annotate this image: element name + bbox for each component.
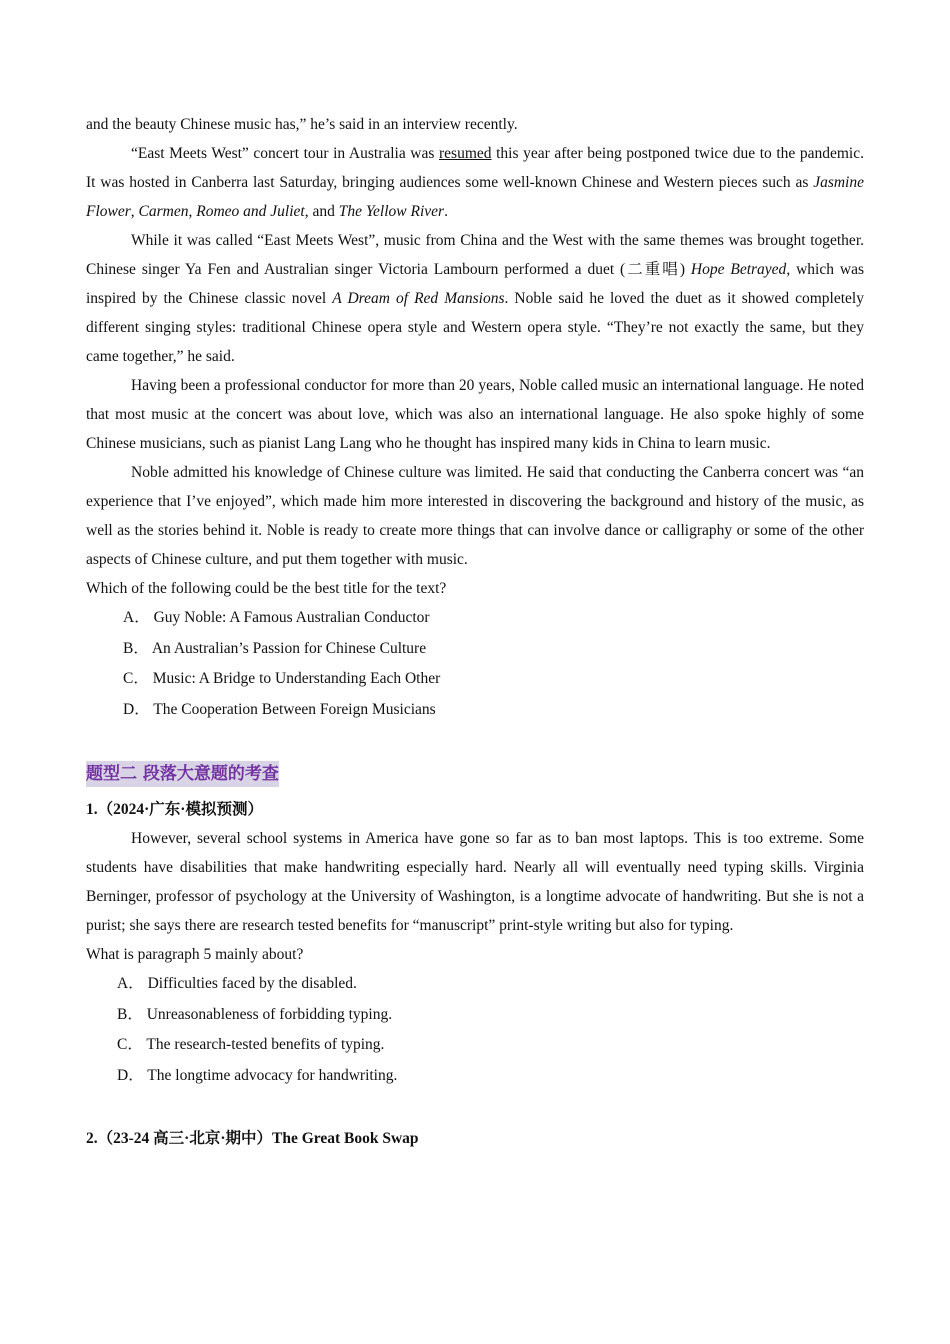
text-run: While it was called “East Meets West”, music from China and the West with the same themes was brought together. Chinese singer Ya Fen and Australian singer Victoria Lambourn performed a duet (二重唱) — [86, 232, 864, 278]
q1-answer-options — [86, 969, 864, 1092]
option-d[interactable]: D． The Cooperation Between Foreign Musicians — [123, 701, 436, 719]
underlined-word: resumed — [439, 145, 492, 162]
q1-passage: However, several school systems in America have gone so far as to ban most laptops. This is too extreme. Some students have disabilities that make handwriting especially hard. Nearly all will eventually need typing skills. Virginia Berninger, professor of psychology at the University of Washington, is a longtime advocate of handwriting. But she is not a purist; she says there are research tested benefits for “manuscript” print-style writing but also for typing. — [86, 829, 864, 934]
q1-option-a[interactable]: A． Difficulties faced by the disabled. — [117, 974, 357, 992]
italic-title: A Dream of Red Mansions — [332, 290, 505, 307]
text-run: , and — [304, 203, 339, 220]
section-heading: 题型二 段落大意题的考查 — [86, 761, 279, 787]
q1-option-c[interactable]: C． The research-tested benefits of typing. — [117, 1036, 385, 1054]
text-run: this year after being postponed twice due to the pandemic. It was hosted in Canberra last Saturday, bringing audiences some well-known Chinese and Western pieces such as — [86, 145, 864, 191]
passage1-paragraph-0: and the beauty Chinese music has,” he’s said in an interview recently. — [86, 116, 518, 133]
text-run: . Noble said he loved the duet as it showed completely different singing styles: traditional Chinese opera style and Western opera style. “They’re not exactly the same, but they came together,” he said. — [86, 290, 864, 365]
passage1-paragraph-2 — [86, 226, 864, 371]
question-2-header: 2.（23-24 高三·北京·期中）The Great Book Swap — [86, 1129, 419, 1147]
passage1-paragraph-3: Having been a professional conductor for more than 20 years, Noble called music an international language. He noted that most music at the concert was about love, which was also an international language. He also spoke highly of some Chinese musicians, such as pianist Lang Lang who he thought has inspired many kids in China to learn music. — [86, 377, 864, 452]
text-run: , — [188, 203, 197, 220]
text-run: “East Meets West” concert tour in Australia was — [131, 145, 439, 162]
question-1-prompt: Which of the following could be the best title for the text? — [86, 580, 447, 597]
q1-option-d[interactable]: D． The longtime advocacy for handwriting. — [117, 1066, 398, 1084]
q1-option-b[interactable]: B． Unreasonableness of forbidding typing. — [117, 1005, 393, 1023]
italic-title: Romeo and Juliet — [196, 203, 305, 220]
answer-options — [86, 603, 864, 726]
q1-prompt: What is paragraph 5 mainly about? — [86, 945, 304, 963]
text-run: , which was inspired by the Chinese classic novel — [86, 261, 864, 307]
italic-title: Hope Betrayed — [690, 261, 787, 278]
document-page — [86, 110, 864, 1153]
italic-title: Carmen — [138, 203, 189, 220]
text-run: . — [444, 203, 448, 220]
text-run: , — [130, 203, 139, 220]
italic-title: Jasmine Flower — [86, 174, 864, 220]
italic-title: The Yellow River — [338, 203, 445, 220]
passage1-paragraph-1 — [86, 139, 864, 226]
option-c[interactable]: C． Music: A Bridge to Understanding Each Other — [123, 670, 441, 688]
option-b[interactable]: B． An Australian’s Passion for Chinese Culture — [123, 639, 427, 657]
option-a[interactable]: A． Guy Noble: A Famous Australian Conductor — [123, 609, 430, 626]
question-header: 1.（2024·广东·模拟预测） — [86, 800, 263, 818]
passage1-paragraph-4: Noble admitted his knowledge of Chinese culture was limited. He said that conducting the Canberra concert was “an experience that I’ve enjoyed”, which made him more interested in discovering the background and history of the music, as well as the stories behind it. Noble is ready to create more things that can involve dance or calligraphy or some of the other aspects of Chinese culture, and put them together with music. — [86, 464, 864, 568]
